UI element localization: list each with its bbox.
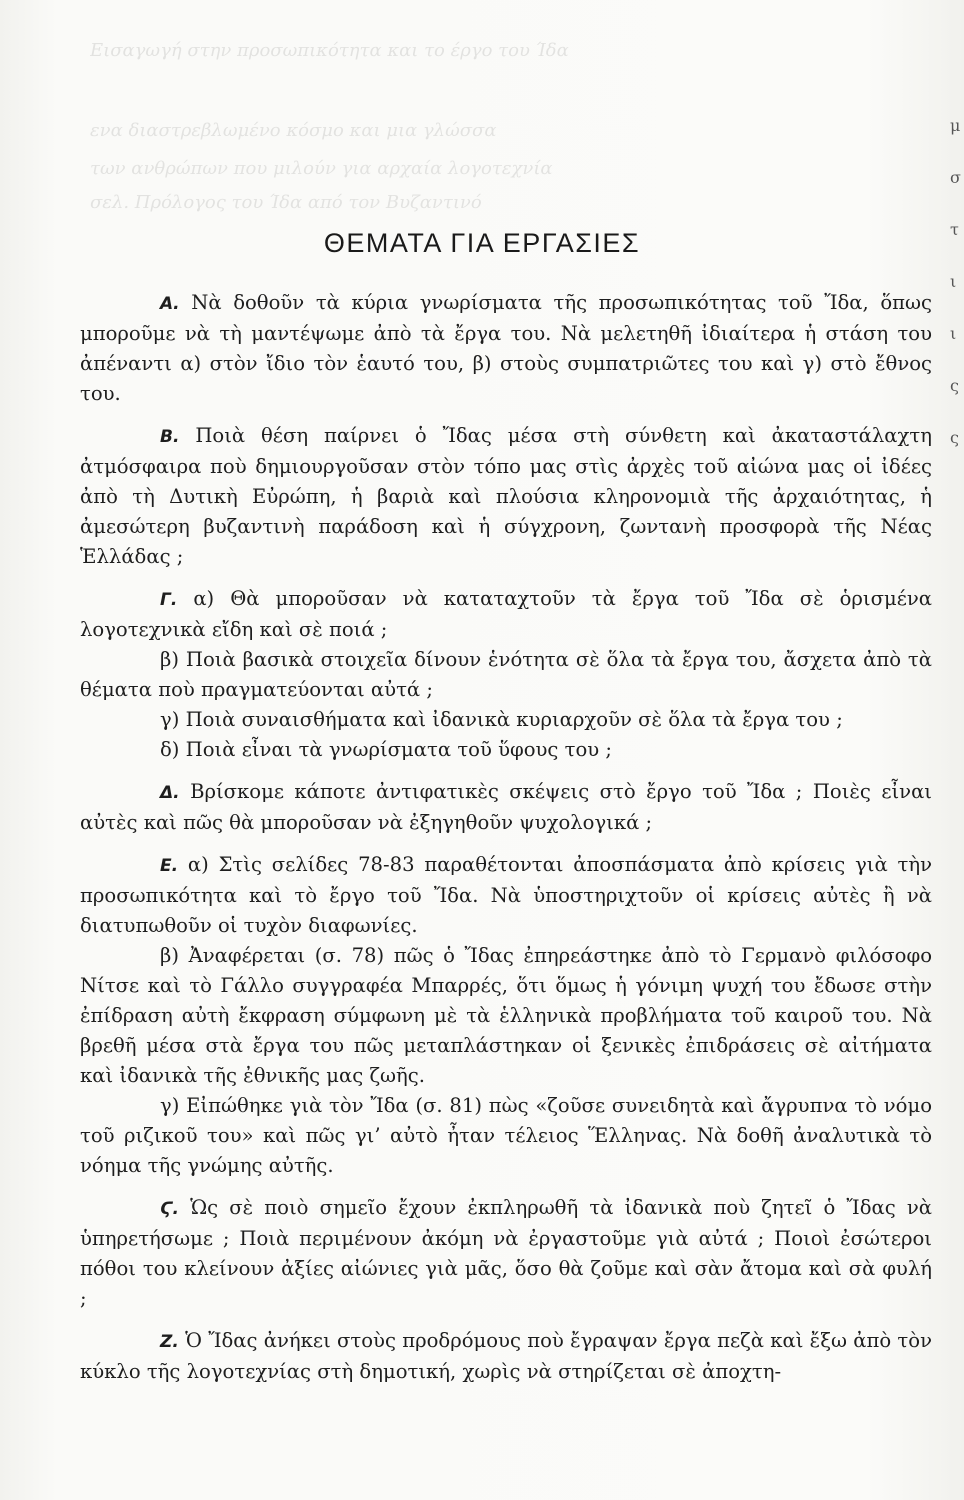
section-label: Ϛ. <box>160 1199 179 1219</box>
section-text: Νὰ δοθοῦν τὰ κύρια γνωρίσματα τῆς προσωπικότητας τοῦ Ἴδα, ὅπως μποροῦμε νὰ τὴ μαντέψωμε ἀπὸ τὰ ἔργα του. Νὰ μελετηθῆ ἰδιαίτερα ἡ στάση του ἀπέναντι α) στὸν ἴδιο τὸν ἑαυτό του, β) στοὺς συμπατριῶτες του καὶ γ) στὸ ἔθνος του. <box>80 291 932 405</box>
bleed-through-text: Εισαγωγή στην προσωπικότητα και το έργο του Ίδα <box>90 40 569 61</box>
section-text: Ὡς σὲ ποιὸ σημεῖο ἔχουν ἐκπληρωθῆ τὰ ἰδανικὰ ποὺ ζητεῖ ὁ Ἴδας νὰ ὑπηρετήσωμε ; Ποιὰ περιμένουν ἀκόμη νὰ ἐργαστοῦμε γιὰ αὐτά ; Ποιοὶ ἐσώτεροι πόθοι του κλείνουν ἀξίες αἰώνιες γιὰ μᾶς, ὅσο θὰ ζοῦμε καὶ σὰν ἄτομα καὶ σὰ φυλή ; <box>80 1196 932 1310</box>
question-text: α) Θὰ μποροῦσαν νὰ καταταχτοῦν τὰ ἔργα τοῦ Ἴδα σὲ ὁρισμένα λογοτεχνικὰ εἴδη καὶ σὲ ποιά ; <box>80 587 933 641</box>
section-text: Βρίσκομε κάποτε ἀντιφατικὲς σκέψεις στὸ ἔργο τοῦ Ἴδα ; Ποιὲς εἶναι αὐτὲς καὶ πῶς θὰ μποροῦσαν νὰ ἐξηγηθοῦν ψυχολογικά ; <box>80 780 932 834</box>
question-b: β) Ποιὰ βασικὰ στοιχεῖα δίνουν ἑνότητα σὲ ὅλα τὰ ἔργα του, ἄσχετα ἀπὸ τὰ θέματα ποὺ πραγματεύονται αὐτά ; <box>80 648 932 701</box>
margin-char: ς <box>950 376 959 395</box>
bleed-through-text: σελ. Πρόλογος του Ίδα από τον Βυζαντινό <box>90 192 482 213</box>
section-f <box>80 1193 932 1314</box>
margin-char: ι <box>950 272 957 291</box>
question-c: γ) Ποιὰ συναισθήματα καὶ ἰδανικὰ κυριαρχοῦν σὲ ὅλα τὰ ἔργα του ; <box>160 708 843 731</box>
section-e <box>80 850 932 1181</box>
section-label: Ζ. <box>160 1332 179 1352</box>
bleed-through-text: των ανθρώπων που μιλούν για αρχαία λογοτεχνία <box>90 158 553 179</box>
margin-char: ι <box>950 324 957 343</box>
section-a <box>80 288 932 409</box>
section-label: Α. <box>160 294 180 314</box>
margin-char: τ <box>950 220 959 239</box>
section-label: Γ. <box>160 590 178 610</box>
margin-char: μ <box>950 116 961 135</box>
margin-char: σ <box>950 168 961 187</box>
section-text: Ποιὰ θέση παίρνει ὁ Ἴδας μέσα στὴ σύνθετη καὶ ἀκαταστάλαχτη ἀτμόσφαιρα ποὺ δημιουργοῦσαν στὸν τόπο μας στὶς ἀρχὲς τοῦ αἰώνα μας οἱ ἰδέες ἀπὸ τὴ Δυτικὴ Εὐρώπη, ἡ βαριὰ καὶ πλούσια κληρονομιὰ τῆς ἀρχαιότητας, ἡ ἀμεσώτερη βυζαντινὴ παράδοση καὶ ἡ σύγχρονη, ζωντανὴ προσφορὰ τῆς Νέας Ἑλλάδας ; <box>80 424 932 568</box>
exercise-list <box>80 288 932 1399</box>
question-c: γ) Εἰπώθηκε γιὰ τὸν Ἴδα (σ. 81) πὼς «ζοῦσε συνειδητὰ καὶ ἄγρυπνα τὸ νόμο τοῦ ριζικοῦ του» καὶ πῶς γι’ αὐτὸ ἦταν τέλειος Ἕλληνας. Νὰ δοθῆ ἀναλυτικὰ τὸ νόημα τῆς γνώμης αὐτῆς. <box>80 1094 932 1177</box>
margin-char: ς <box>950 428 959 447</box>
bleed-through-text: ενα διαστρεβλωμένο κόσμο και μια γλώσσα <box>90 120 497 141</box>
question-b: β) Ἀναφέρεται (σ. 78) πῶς ὁ Ἴδας ἐπηρεάστηκε ἀπὸ τὸ Γερμανὸ φιλόσοφο Νίτσε καὶ τὸ Γάλλο συγγραφέα Μπαρρές, ὅτι ὅμως ἡ γόνιμη ψυχή του ἔδωσε στὴν ἐπίδραση αὐτὴ ἔκφραση σύμφωνη μὲ τὰ ἑλληνικὰ προβλήματα τοῦ καιροῦ του. Νὰ βρεθῆ μέσα στὰ ἔργα του πῶς μεταπλάστηκαν οἱ ξενικὲς ἐπιδράσεις σὲ αἰτήματα καὶ ἰδανικὰ τῆς ἐθνικῆς μας ζωῆς. <box>80 944 932 1087</box>
question-text: α) Στὶς σελίδες 78-83 παραθέτονται ἀποσπάσματα ἀπὸ κρίσεις γιὰ τὴν προσωπικότητα καὶ τὸ ἔργο τοῦ Ἴδα. Νὰ ὑποστηριχτοῦν οἱ κρίσεις αὐτὲς ἢ νὰ διατυπωθοῦν οἱ τυχὸν διαφωνίες. <box>80 853 932 937</box>
section-label: Δ. <box>160 783 180 803</box>
page-title: ΘΕΜΑΤΑ ΓΙΑ ΕΡΓΑΣΙΕΣ <box>323 228 641 258</box>
section-label: Ε. <box>160 856 179 876</box>
question-a <box>80 584 932 645</box>
question-d: δ) Ποιὰ εἶναι τὰ γνωρίσματα τοῦ ὕφους του ; <box>160 738 613 761</box>
question-a <box>80 850 932 941</box>
section-d <box>80 777 932 838</box>
section-text: Ὁ Ἴδας ἀνήκει στοὺς προδρόμους ποὺ ἔγραψαν ἔργα πεζὰ καὶ ἔξω ἀπὸ τὸν κύκλο τῆς λογοτεχνίας στὴ δημοτική, χωρὶς νὰ στηρίζεται σὲ ἀποχτη- <box>80 1329 932 1383</box>
section-c <box>80 584 932 765</box>
adjacent-page-edge <box>950 100 964 500</box>
section-b <box>80 421 932 572</box>
section-label: Β. <box>160 427 180 447</box>
section-g <box>80 1326 932 1387</box>
